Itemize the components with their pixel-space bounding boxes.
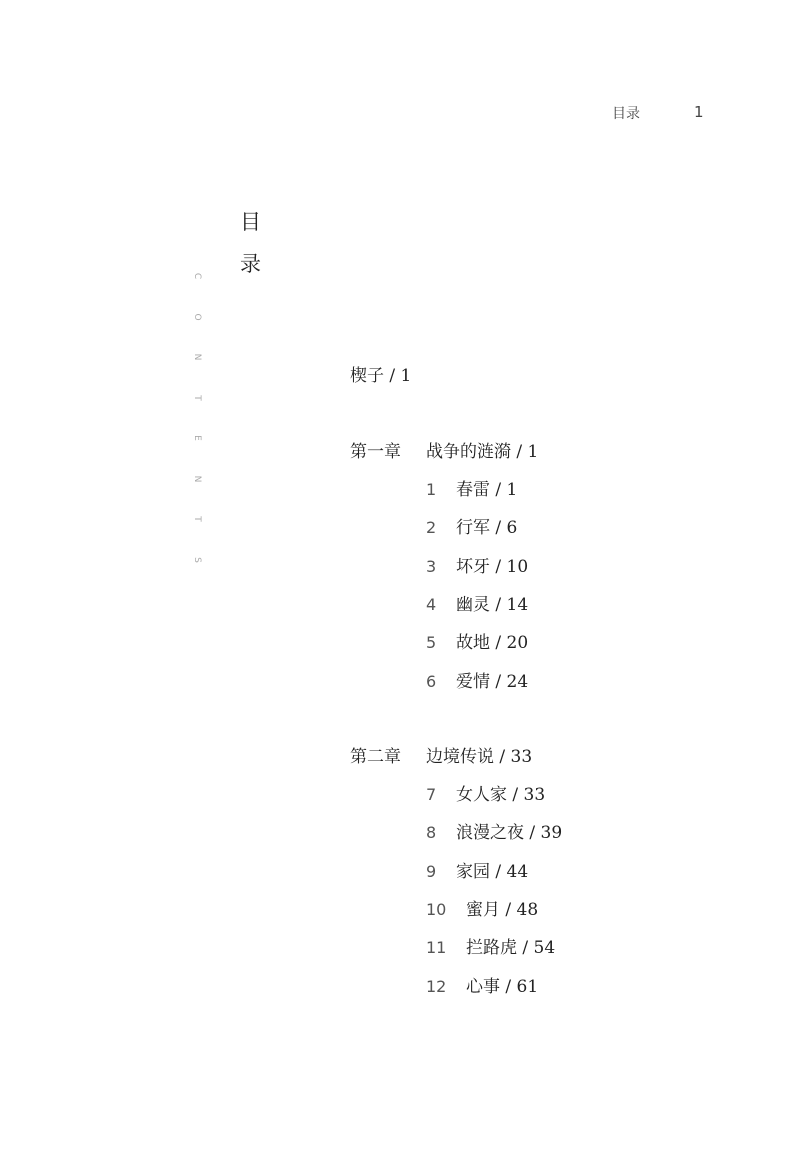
toc-section[interactable] bbox=[426, 861, 528, 883]
toc-section[interactable] bbox=[426, 479, 517, 501]
toc-section[interactable] bbox=[426, 671, 528, 693]
toc-section[interactable] bbox=[426, 976, 538, 998]
section-title: 行军 / 6 bbox=[456, 518, 518, 538]
section-number: 10 bbox=[426, 900, 447, 919]
vertical-letter: N bbox=[192, 475, 202, 482]
chapter-title: 战争的涟漪 / 1 bbox=[426, 442, 539, 462]
toc-section[interactable] bbox=[426, 556, 528, 578]
toc-entry-prologue[interactable] bbox=[350, 365, 411, 387]
section-number: 4 bbox=[426, 595, 437, 614]
section-title: 故地 / 20 bbox=[456, 633, 529, 653]
vertical-letter: E bbox=[192, 435, 202, 441]
toc-chapter-1[interactable] bbox=[350, 441, 538, 463]
section-title: 女人家 / 33 bbox=[456, 785, 546, 805]
section-number: 3 bbox=[426, 557, 437, 576]
contents-vertical-word bbox=[189, 270, 203, 594]
chapter-title: 边境传说 / 33 bbox=[426, 747, 533, 767]
section-title: 心事 / 61 bbox=[466, 977, 539, 997]
section-number: 1 bbox=[426, 480, 437, 499]
section-number: 5 bbox=[426, 633, 437, 652]
running-title: 目录 bbox=[612, 106, 640, 122]
toc-section[interactable] bbox=[426, 632, 528, 654]
toc-chapter-2[interactable] bbox=[350, 746, 532, 768]
page-number: 1 bbox=[694, 103, 704, 121]
section-number: 12 bbox=[426, 977, 447, 996]
toc-section[interactable] bbox=[426, 937, 555, 959]
section-number: 2 bbox=[426, 518, 437, 537]
running-header bbox=[612, 103, 732, 123]
section-title: 浪漫之夜 / 39 bbox=[456, 823, 563, 843]
section-number: 7 bbox=[426, 785, 437, 804]
toc-section[interactable] bbox=[426, 594, 528, 616]
vertical-letter: N bbox=[192, 353, 202, 361]
section-title: 爱情 / 24 bbox=[456, 672, 529, 692]
vertical-letter: O bbox=[192, 312, 202, 321]
vertical-letter: S bbox=[192, 556, 202, 563]
toc-section[interactable] bbox=[426, 784, 545, 806]
section-title: 拦路虎 / 54 bbox=[466, 938, 556, 958]
vertical-letter: T bbox=[192, 394, 202, 401]
toc-section[interactable] bbox=[426, 899, 538, 921]
prologue-title: 楔子 / 1 bbox=[350, 366, 412, 386]
section-title: 蜜月 / 48 bbox=[466, 900, 539, 920]
heading-char-2: 录 bbox=[240, 252, 261, 276]
section-title: 幽灵 / 14 bbox=[456, 595, 529, 615]
section-title: 家园 / 44 bbox=[456, 862, 529, 882]
chapter-label: 第二章 bbox=[350, 747, 401, 767]
vertical-letter: T bbox=[192, 516, 202, 522]
toc-section[interactable] bbox=[426, 822, 562, 844]
toc-section[interactable] bbox=[426, 517, 517, 539]
section-number: 8 bbox=[426, 823, 437, 842]
vertical-letter: C bbox=[192, 272, 202, 280]
section-number: 11 bbox=[426, 938, 447, 957]
section-title: 坏牙 / 10 bbox=[456, 557, 529, 577]
heading-char-1: 目 bbox=[240, 210, 261, 234]
section-title: 春雷 / 1 bbox=[456, 480, 518, 500]
chapter-label: 第一章 bbox=[350, 442, 401, 462]
section-number: 9 bbox=[426, 862, 437, 881]
section-number: 6 bbox=[426, 672, 437, 691]
